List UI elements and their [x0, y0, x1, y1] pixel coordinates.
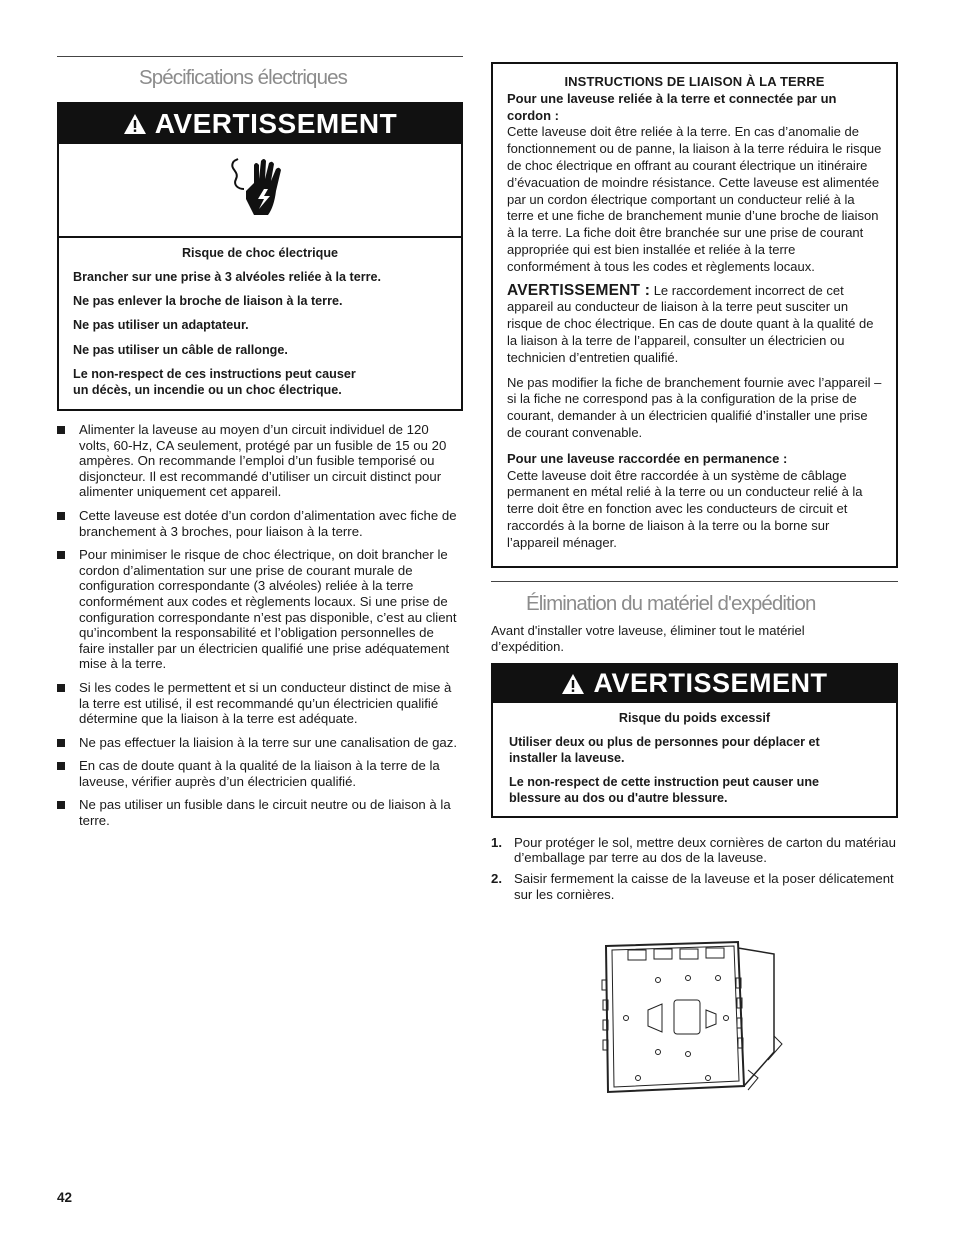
left-column: [57, 56, 463, 836]
warning-icon-area: [59, 144, 461, 238]
grounding-warning-label: AVERTISSEMENT :: [507, 281, 651, 299]
list-item: Pour minimiser le risque de choc électrique, on doit brancher le cordon d’alimentation sur une prise de courant murale de configuration correspondante (3 alvéoles) reliée à la terre conformément aux codes et règlements locaux. Si une prise de configuration correspondante n’est pas disponible, c’est au client qu’incombent la responsabilité et l’obligation personnelles de faire installer par un électricien qualifié une prise adéquatement mise à la terre.: [57, 547, 463, 672]
list-item: Cette laveuse est dotée d’un cordon d’alimentation avec fiche de branchement à 3 broches, pour liaison à la terre.: [57, 508, 463, 539]
warning-line: Brancher sur une prise à 3 alvéoles reliée à la terre.: [73, 270, 382, 284]
warning-line: Utiliser deux ou plus de personnes pour déplacer et installer la laveuse.: [509, 734, 820, 765]
warning-consequence: [73, 366, 447, 398]
bullet-square-icon: [57, 426, 65, 434]
warning-consequence-line1: Le non-respect de ces instructions peut causer: [73, 367, 356, 381]
bullet-square-icon: [57, 551, 65, 559]
grounding-instructions-box: [491, 62, 898, 568]
electrical-bullet-list: [57, 422, 463, 829]
list-item: Ne pas effectuer la liaision à la terre sur une canalisation de gaz.: [57, 735, 463, 751]
step-text: Saisir fermement la caisse de la laveuse et la poser délicatement sur les cornières.: [514, 871, 894, 902]
washer-on-corner-posts-illustration: [598, 940, 788, 1100]
list-item: Alimenter la laveuse au moyen d’un circuit individuel de 120 volts, 60-Hz, CA seulement, protégé par un fusible de 15 ou 20 ampères. On recommande l’emploi d’un fusible temporisé ou disjoncteur. Il est recommandé d’utiliser un circuit distinct pour alimenter uniquement cet appareil.: [57, 422, 463, 500]
grounding-subtitle-permanent: Pour une laveuse raccordée en permanence :: [507, 450, 788, 466]
warning-header: [59, 104, 461, 144]
bullet-square-icon: [57, 801, 65, 809]
bullet-square-icon: [57, 684, 65, 692]
section-rule: [57, 56, 463, 57]
section-title-electrical: Spécifications électriques: [139, 66, 347, 89]
grounding-text-permanent: Cette laveuse doit être raccordée à un système de câblage permanent en métal relié à la terre ou un conducteur relié à la terre doit être en fonction avec les conducteurs de circuit et raccordés à la borne de liaison à la terre ou la borne sur l’appareil ménager.: [507, 467, 863, 550]
warning-line: Ne pas enlever la broche de liaison à la terre.: [73, 294, 343, 308]
warning-triangle-icon: [561, 673, 585, 695]
list-item: [491, 835, 898, 867]
warning-risk-title: Risque du poids excessif: [618, 710, 771, 725]
grounding-warning-paragraph: [507, 283, 882, 367]
right-column: [491, 62, 898, 908]
grounding-instructions-title: INSTRUCTIONS DE LIAISON À LA TERRE: [564, 74, 825, 89]
electric-shock-hand-icon: [228, 155, 292, 225]
bullet-square-icon: [57, 512, 65, 520]
warning-consequence: Le non-respect de cette instruction peut causer une blessure au dos ou d'autre blessure.: [509, 774, 820, 805]
list-item: [491, 871, 898, 903]
shipping-steps-list: [491, 835, 898, 903]
bullet-square-icon: [57, 762, 65, 770]
grounding-warning-text: Le raccordement incorrect de cet appareil au conducteur de liaison à la terre peut susciter un risque de choc électrique. En cas de doute quant à la qualité de la liaison à la terre de l’appareil, consulter un électricien ou technicien d’entretien qualifié.: [507, 282, 874, 365]
warning-box-weight: [491, 663, 898, 818]
warning-header: [493, 665, 896, 703]
section-rule: [491, 581, 898, 582]
list-item: En cas de doute quant à la qualité de la liaison à la terre de la laveuse, vérifier auprès d’un électricien qualifié.: [57, 758, 463, 789]
page-number: 42: [57, 1190, 73, 1205]
step-text: Pour protéger le sol, mettre deux cornières de carton du matériau d’emballage par terre au dos de la laveuse.: [514, 834, 896, 866]
grounding-plug-paragraph: Ne pas modifier la fiche de branchement fournie avec l’appareil – si la fiche ne correspond pas à la configuration de la prise de courant, demander à un électricien qualifié d’installer une prise de courant convenable.: [507, 374, 882, 440]
warning-consequence-line2: un décès, un incendie ou un choc électrique.: [73, 383, 342, 397]
list-item: Si les codes le permettent et si un conducteur distinct de mise à la terre est utilisé, il est recommandé qu’un électricien qualifié détermine que la liaison à la terre est adéquate.: [57, 680, 463, 727]
section-title-shipping: Élimination du matériel d'expédition: [526, 591, 816, 615]
step-number: 2.: [491, 871, 502, 887]
grounding-text-cord: Cette laveuse doit être reliée à la terre. En cas d’anomalie de fonctionnement ou de panne, la liaison à la terre réduira le risque de choc électrique en offrant au courant électrique un itinéraire d’évacuation de moindre résistance. Cette laveuse est alimentée par un cordon électrique comportant un conducteur relié à la terre et une fiche de branchement munie d’une broche de liaison à la terre. La fiche doit être branchée sur une prise de courant appropriée qui est bien installée et reliée à la terre conformément à tous les codes et règlements locaux.: [507, 124, 882, 274]
warning-risk-title: Risque de choc électrique: [181, 246, 339, 260]
warning-box-electrical: [57, 102, 463, 411]
warning-header-text: AVERTISSEMENT: [593, 668, 828, 699]
step-number: 1.: [491, 834, 502, 850]
bullet-square-icon: [57, 739, 65, 747]
shipping-intro: Avant d'installer votre laveuse, éliminer tout le matériel d’expédition.: [491, 622, 805, 654]
warning-line: Ne pas utiliser un câble de rallonge.: [73, 343, 288, 357]
warning-triangle-icon: [123, 113, 147, 135]
list-item: Ne pas utiliser un fusible dans le circuit neutre ou de liaison à la terre.: [57, 797, 463, 828]
warning-body: [59, 238, 461, 409]
warning-line: Ne pas utiliser un adaptateur.: [73, 318, 249, 332]
warning-body: [493, 703, 896, 816]
warning-header-text: AVERTISSEMENT: [154, 108, 398, 139]
grounding-subtitle-cord: Pour une laveuse reliée à la terre et connectée par un cordon :: [507, 90, 837, 123]
